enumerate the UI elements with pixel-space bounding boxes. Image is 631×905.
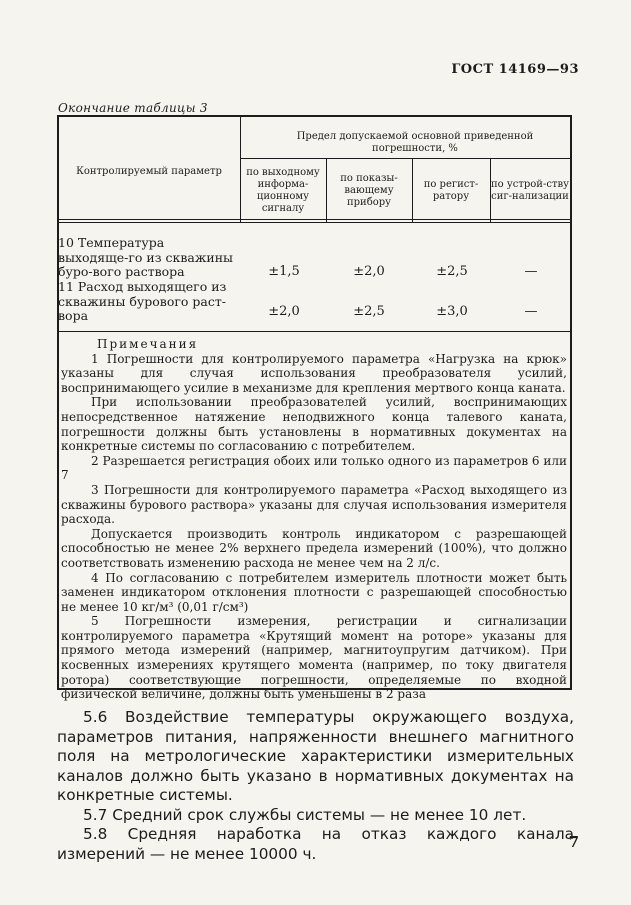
- table-cell: ±2,0: [268, 304, 300, 319]
- notes-title: Примечания: [97, 337, 199, 351]
- table-cell: —: [524, 264, 538, 279]
- frame-top-border: [57, 115, 572, 117]
- note-paragraph: 5 Погрешности измерения, регистрации и сигнализации контролируемого параметра «Крутящий момент на роторе» указаны для прямого метода измерений (например, магнитоупругим датчиком). При косвенных измерениях крутящего момента (например, по току двигателя ротора) соответствующие погрешности, определяемые по входной физической величине, должны быть уменьшены в 2 раза: [61, 614, 567, 702]
- group-header-divider: [240, 158, 571, 159]
- table-notes: [61, 337, 567, 702]
- page-number: 7: [568, 833, 579, 851]
- note-paragraph: 2 Разрешается регистрация обоих или только одного из параметров 6 или 7: [61, 453, 567, 483]
- table-cell: ±2,0: [353, 264, 385, 279]
- note-paragraph: 4 По согласованию с потребителем измеритель плотности может быть заменен индикатором отклонения плотности с разрешающей способностью не менее 10 кг/м³ (0,01 г/см³): [61, 570, 567, 614]
- table-cell: ±2,5: [436, 264, 468, 279]
- table-cell: ±2,5: [353, 304, 385, 319]
- column-header-recorder: по регист-ратору: [423, 179, 479, 202]
- table-row-label: 11 Расход выходящего из скважины бурового раст-вора: [58, 279, 227, 323]
- frame-right-border: [570, 115, 572, 690]
- table-end-line: [57, 331, 572, 332]
- column-header-output: по выходному информа-ционному сигналу: [246, 167, 320, 214]
- note-paragraph: Допускается производить контроль индикатором с разрешающей способностью не менее 2% верхнего предела измерений (100%), что должно соответствовать изменению расхода не менее чем на 2 л/с.: [61, 526, 567, 570]
- table-cell: ±1,5: [268, 264, 300, 279]
- table-row-label: 10 Температура выходяще-го из скважины буро-вого раствора: [58, 235, 233, 279]
- frame-left-border: [57, 115, 59, 690]
- table-cell: ±3,0: [436, 304, 468, 319]
- body-paragraph: 5.7 Средний срок службы системы — не менее 10 лет.: [83, 805, 527, 824]
- table-cell: —: [524, 304, 538, 319]
- column-header-alarm: по устрой-ству сиг-нализации: [491, 179, 569, 202]
- body-text: [57, 708, 574, 864]
- param-column-header: Контролируемый параметр: [76, 166, 222, 177]
- column-header-indicator: по показы-вающему прибору: [340, 173, 398, 208]
- note-paragraph: 3 Погрешности для контролируемого параметра «Расход выходящего из скважины бурового раствора» указаны для случая использования измерителя расхода.: [61, 482, 567, 527]
- note-paragraph: При использовании преобразователей усилий, воспринимающих непосредственное натяжение неподвижного конца талевого каната, погрешности должны быть установлены в нормативных документах на конкретные системы по согласованию с потребителем.: [61, 395, 567, 454]
- note-paragraph: 1 Погрешности для контролируемого параметра «Нагрузка на крюк» указаны для случая использования преобразователя усилий, воспринимающего усилие в механизме для крепления мертвого конца каната.: [61, 351, 567, 395]
- group-column-header: Предел допускаемой основной приведенной погрешности, %: [296, 131, 534, 154]
- header-double-line: [57, 222, 572, 223]
- header-bottom-divider: [57, 219, 572, 220]
- body-paragraph: 5.8 Средняя наработка на отказ каждого канала измерений — не менее 10000 ч.: [57, 825, 574, 863]
- document-code: ГОСТ 14169—93: [451, 62, 579, 77]
- table-caption: Окончание таблицы 3: [58, 101, 208, 115]
- body-paragraph: 5.6 Воздействие температуры окружающего воздуха, параметров питания, напряженности внешнего магнитного поля на метрологические характеристики измерительных каналов должно быть указано в нормативных документах на конкретные системы.: [57, 708, 574, 804]
